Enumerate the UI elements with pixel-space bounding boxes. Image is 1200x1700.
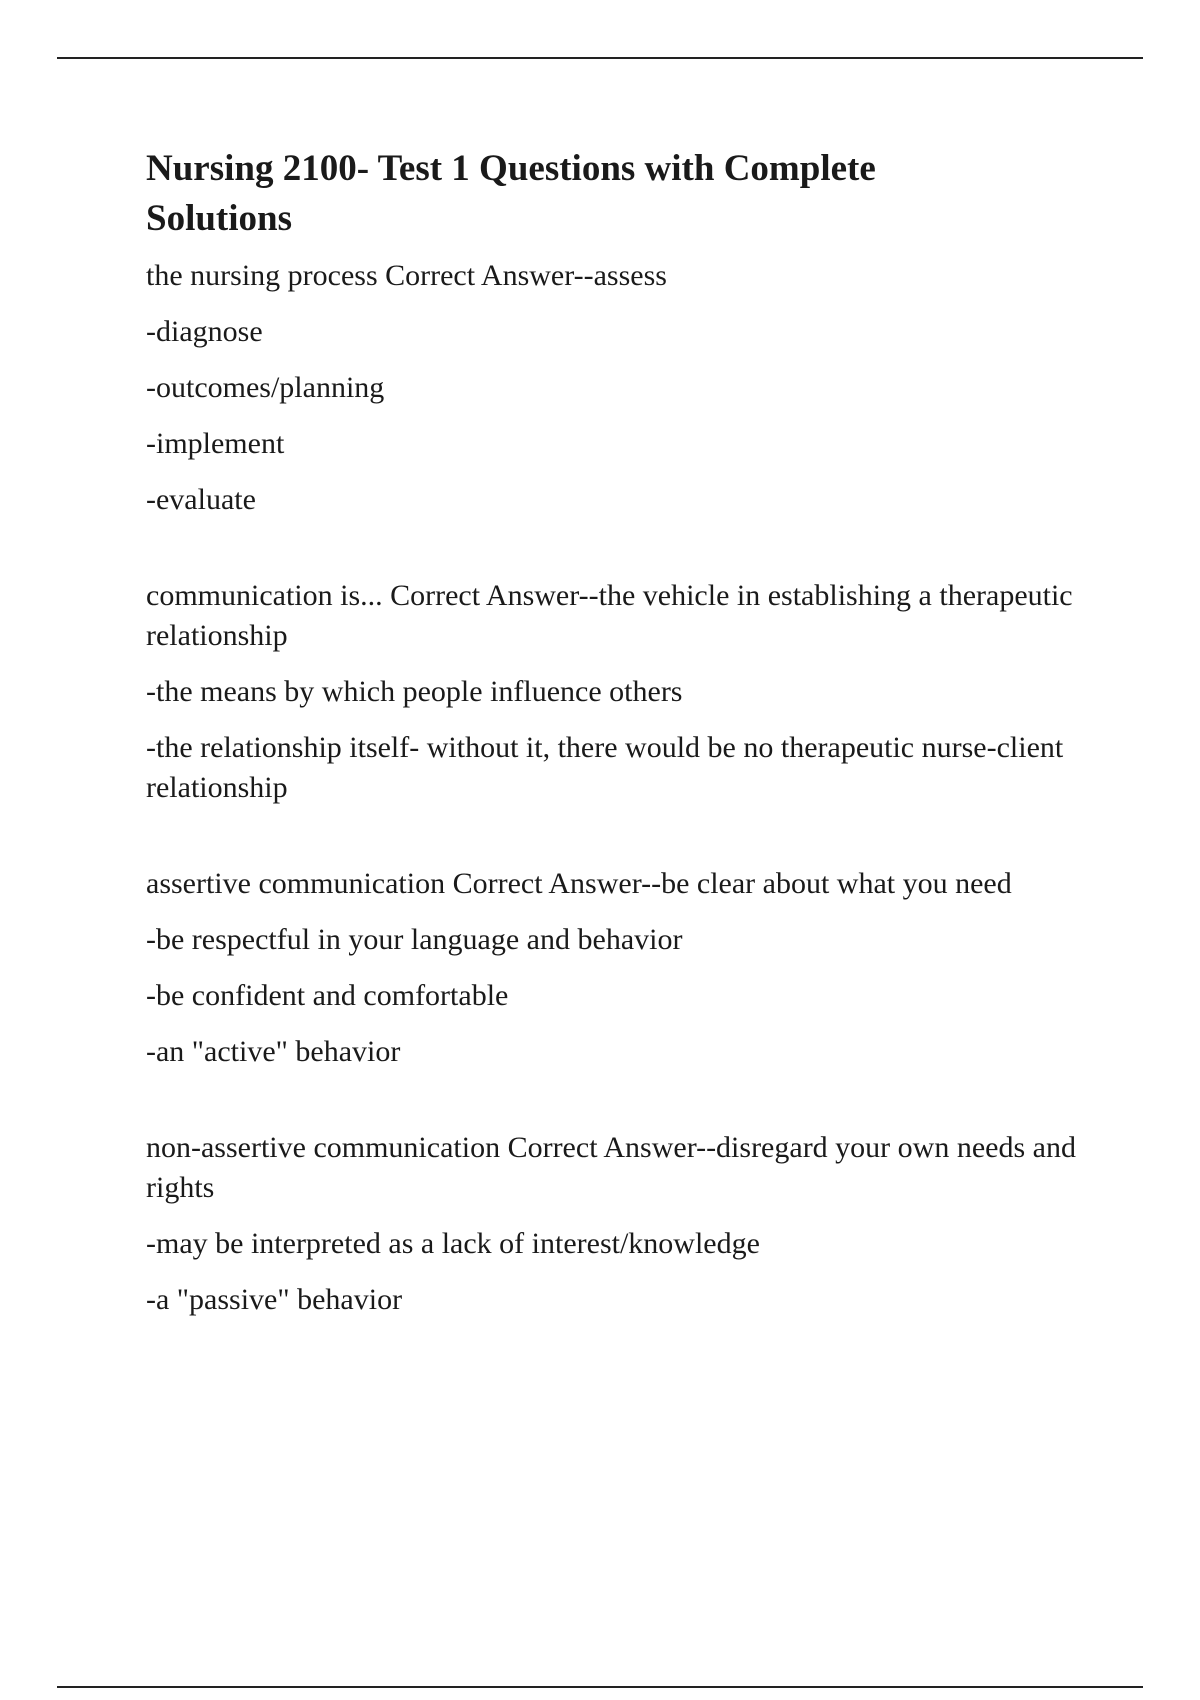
qa-item	[146, 576, 1106, 808]
qa-answer-line: -may be interpreted as a lack of interest/knowledge	[146, 1227, 760, 1260]
qa-answer-line: -a "passive" behavior	[146, 1283, 403, 1316]
qa-item	[146, 256, 1106, 520]
qa-item	[146, 1128, 1106, 1320]
qa-answer-line: -the relationship itself- without it, there would be no therapeutic nurse-client relationship	[146, 731, 1064, 804]
qa-question-line: communication is... Correct Answer--the vehicle in establishing a therapeutic relationship	[146, 579, 1073, 652]
top-rule	[57, 57, 1143, 59]
qa-item	[146, 864, 1106, 1072]
qa-question-line: non-assertive communication Correct Answer--disregard your own needs and rights	[146, 1131, 1076, 1204]
qa-answer-line: -implement	[146, 427, 285, 460]
qa-answer-line: -be confident and comfortable	[146, 979, 509, 1012]
qa-answer-line: -outcomes/planning	[146, 371, 385, 404]
qa-answer-line: -evaluate	[146, 483, 256, 516]
qa-answer-line: -be respectful in your language and behavior	[146, 923, 683, 956]
bottom-rule	[57, 1686, 1143, 1688]
qa-question-line: assertive communication Correct Answer--be clear about what you need	[146, 867, 1012, 900]
qa-answer-line: -an "active" behavior	[146, 1035, 401, 1068]
page-title: Nursing 2100- Test 1 Questions with Complete Solutions	[146, 148, 876, 239]
document-body	[146, 144, 1106, 1336]
qa-question-line: the nursing process Correct Answer--assess	[146, 259, 667, 292]
qa-answer-line: -diagnose	[146, 315, 263, 348]
qa-answer-line: -the means by which people influence others	[146, 675, 683, 708]
